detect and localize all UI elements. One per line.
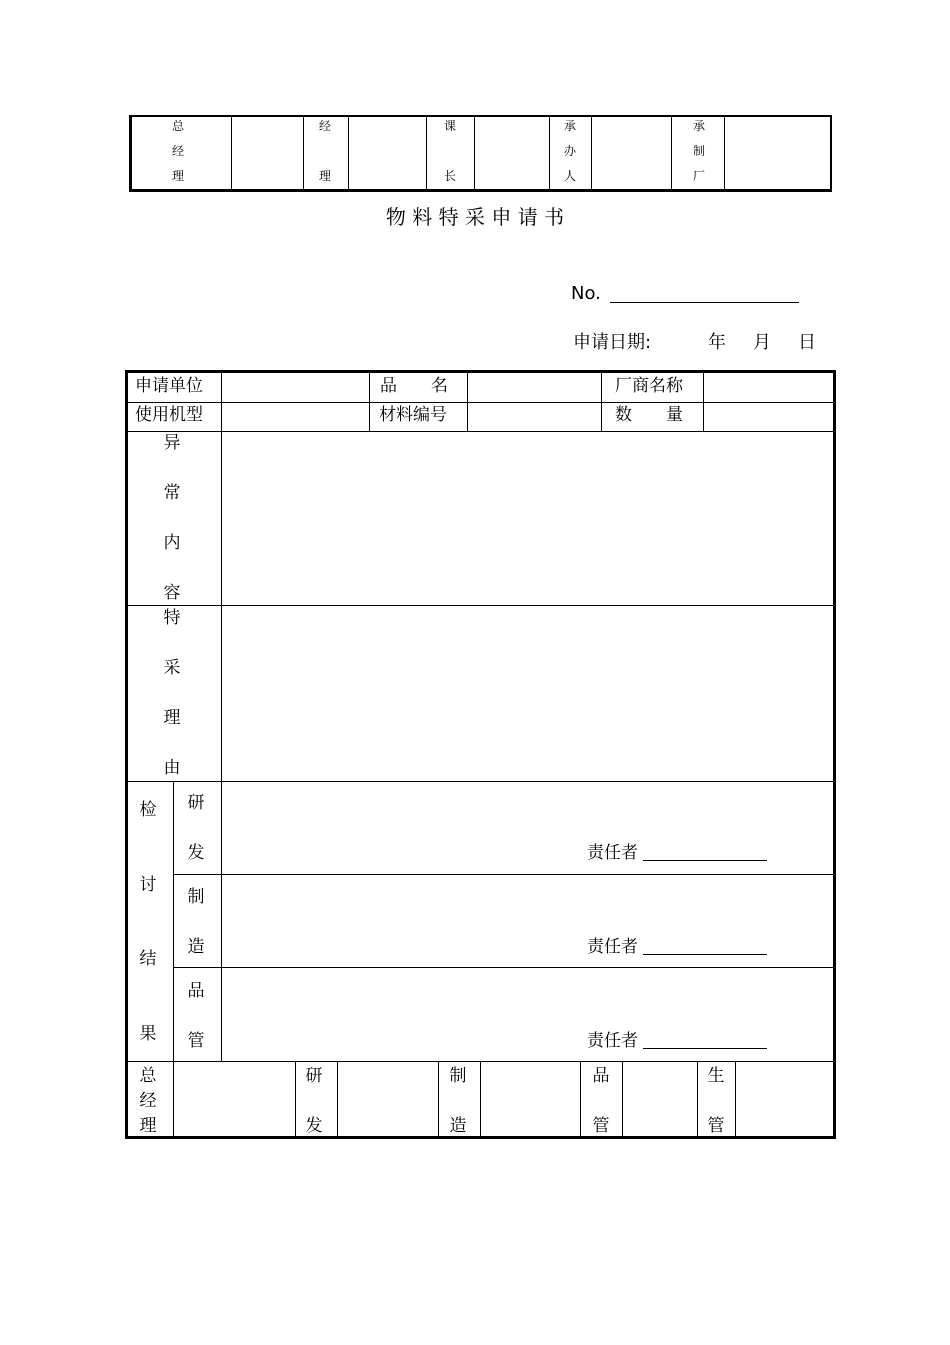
apply-unit-label: 申请单位: [135, 376, 203, 396]
signoff-mfg-label-2: 造: [449, 1116, 467, 1136]
review-mfg-label-1: 制: [187, 887, 205, 907]
review-rd-label-2: 发: [187, 843, 205, 863]
abnormal-content-field[interactable]: [222, 432, 833, 604]
signoff-pc-label-1: 生: [707, 1066, 725, 1086]
signoff-pc-field[interactable]: [736, 1062, 833, 1136]
signoff-rd-field[interactable]: [338, 1062, 437, 1136]
document-number-line[interactable]: [610, 302, 799, 303]
reason-content-field[interactable]: [222, 606, 833, 780]
vendor-name-field[interactable]: [704, 373, 833, 401]
review-qc-owner-label: 责任者: [587, 1031, 638, 1051]
signoff-qc-field[interactable]: [623, 1062, 696, 1136]
reason-label-1: 特: [163, 608, 181, 628]
quantity-label: 数 量: [615, 405, 683, 425]
approval-factory-label-2: 制: [693, 144, 706, 158]
abnormal-label-1: 异: [163, 433, 181, 453]
reason-label-2: 采: [163, 658, 181, 678]
approval-handler-label-3: 人: [564, 169, 577, 183]
document-number-label: No.: [571, 283, 601, 304]
review-label-1: 检: [139, 800, 157, 820]
approval-gm-label-1: 总: [172, 119, 185, 133]
approval-bar: [129, 115, 832, 192]
date-year: 年: [708, 332, 726, 353]
machine-model-label: 使用机型: [135, 405, 203, 425]
apply-unit-field[interactable]: [222, 373, 368, 401]
approval-manager-label-1: 经: [319, 119, 332, 133]
reason-label-3: 理: [163, 708, 181, 728]
signoff-gm-field[interactable]: [174, 1062, 294, 1136]
approval-gm-label-2: 经: [172, 144, 185, 158]
approval-gm-label-3: 理: [172, 169, 185, 183]
review-mfg-label-2: 造: [187, 937, 205, 957]
review-label-2: 讨: [139, 875, 157, 895]
approval-section-chief-label-1: 课: [444, 119, 457, 133]
signoff-pc-label-2: 管: [707, 1116, 725, 1136]
quantity-field[interactable]: [704, 403, 833, 430]
review-mfg-field[interactable]: [222, 875, 833, 966]
review-rd-label-1: 研: [187, 793, 205, 813]
material-number-field[interactable]: [468, 403, 600, 430]
review-label-3: 结: [139, 949, 157, 969]
vendor-name-label: 厂商名称: [615, 376, 683, 396]
approval-handler-label-1: 承: [564, 119, 577, 133]
approval-manager-label-2: 理: [319, 169, 332, 183]
signoff-qc-label-1: 品: [592, 1066, 610, 1086]
date-label: 申请日期:: [573, 332, 652, 353]
abnormal-label-2: 常: [163, 483, 181, 503]
signoff-gm-label-3: 理: [139, 1116, 157, 1136]
signoff-mfg-field[interactable]: [481, 1062, 579, 1136]
review-mfg-owner-line[interactable]: [643, 954, 767, 955]
product-name-label: 品 名: [380, 376, 448, 396]
abnormal-label-3: 内: [163, 533, 181, 553]
approval-handler-label-2: 办: [564, 144, 577, 158]
machine-model-field[interactable]: [222, 403, 368, 430]
abnormal-label-4: 容: [163, 583, 181, 603]
material-number-label: 材料编号: [379, 405, 447, 425]
document-number: [571, 283, 601, 305]
signoff-qc-label-2: 管: [592, 1116, 610, 1136]
page-title: 物 料 特 采 申 请 书: [385, 205, 565, 229]
reason-label-4: 由: [163, 758, 181, 778]
review-rd-owner-label: 责任者: [587, 843, 638, 863]
review-label-4: 果: [139, 1024, 157, 1044]
approval-section-chief-label-2: 长: [444, 169, 457, 183]
review-qc-field[interactable]: [222, 968, 833, 1060]
approval-factory-label-1: 承: [693, 119, 706, 133]
review-rd-owner-line[interactable]: [643, 860, 767, 861]
signoff-gm-label-2: 经: [139, 1091, 157, 1111]
review-qc-label-1: 品: [187, 981, 205, 1001]
signoff-rd-label-2: 发: [305, 1116, 323, 1136]
product-name-field[interactable]: [468, 373, 600, 401]
signoff-mfg-label-1: 制: [449, 1066, 467, 1086]
signoff-gm-label-1: 总: [139, 1066, 157, 1086]
date-month: 月: [753, 332, 771, 353]
review-qc-label-2: 管: [187, 1031, 205, 1051]
review-mfg-owner-label: 责任者: [587, 937, 638, 957]
signoff-rd-label-1: 研: [305, 1066, 323, 1086]
approval-factory-label-3: 厂: [693, 169, 706, 183]
date-day: 日: [798, 332, 816, 353]
review-qc-owner-line[interactable]: [643, 1048, 767, 1049]
